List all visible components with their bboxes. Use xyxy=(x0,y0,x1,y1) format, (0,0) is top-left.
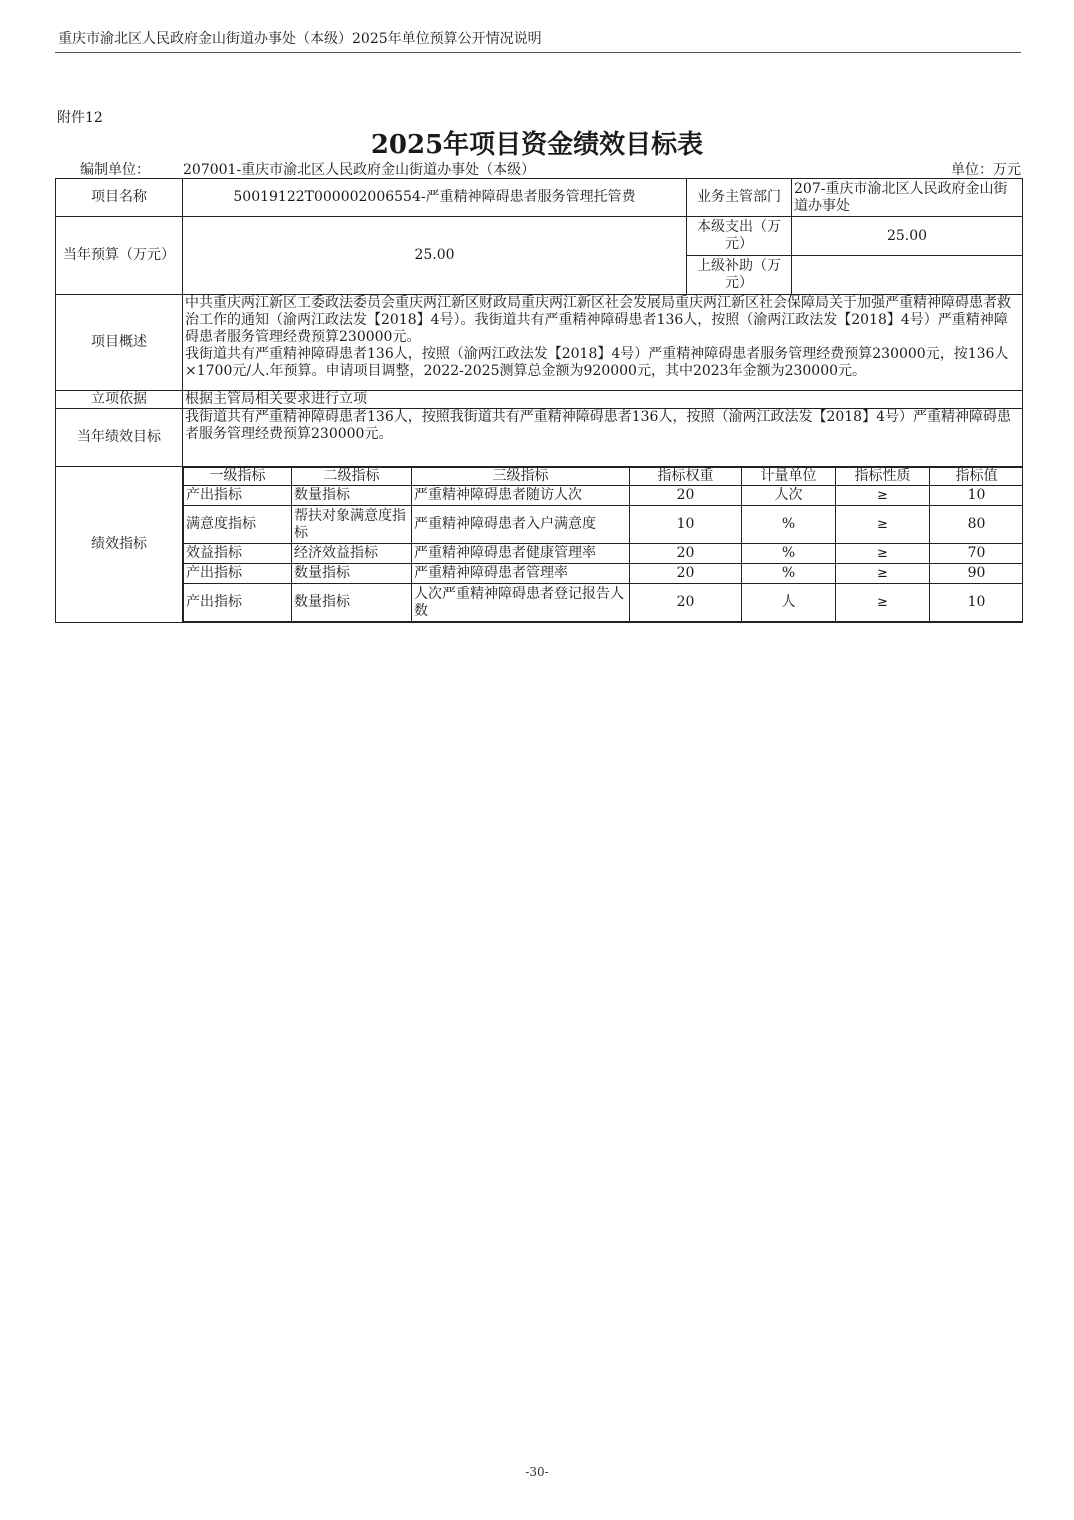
kpi-unit: % xyxy=(742,544,836,564)
kpi-weight: 20 xyxy=(630,544,742,564)
kpi-header-cell: 一级指标 xyxy=(184,468,292,486)
kpi-level3: 严重精神障碍患者随访人次 xyxy=(412,486,630,506)
project-name-label: 项目名称 xyxy=(56,179,183,217)
kpi-unit: % xyxy=(742,506,836,544)
kpi-header-cell: 指标性质 xyxy=(836,468,930,486)
table-row xyxy=(184,506,1023,544)
overview-text xyxy=(183,295,1023,391)
kpi-level2: 数量指标 xyxy=(292,584,412,622)
kpi-level1: 满意度指标 xyxy=(184,506,292,544)
project-name-value: 50019122T000002006554-严重精神障碍患者服务管理托管费 xyxy=(183,179,687,217)
budget-label: 当年预算（万元） xyxy=(56,217,183,295)
kpi-nature: ≥ xyxy=(836,506,930,544)
kpi-nature: ≥ xyxy=(836,544,930,564)
kpi-unit: 人次 xyxy=(742,486,836,506)
kpi-level2: 数量指标 xyxy=(292,564,412,584)
kpi-header-cell: 指标值 xyxy=(930,468,1023,486)
local-spend-label: 本级支出（万元） xyxy=(687,217,792,256)
kpi-weight: 20 xyxy=(630,486,742,506)
kpi-level1: 产出指标 xyxy=(184,486,292,506)
overview-label: 项目概述 xyxy=(56,295,183,391)
kpi-weight: 20 xyxy=(630,584,742,622)
overview-paragraph-2: 我街道共有严重精神障碍患者136人，按照（渝两江政法发【2018】4号）严重精神障碍患者服务管理经费预算230000元，按136人×1700元/人.年预算。申请项目调整，2022-2025测算总金额为920000元，其中2023年金额为230000元。 xyxy=(185,346,1009,379)
kpi-label: 绩效指标 xyxy=(56,467,183,623)
kpi-weight: 10 xyxy=(630,506,742,544)
kpi-nature: ≥ xyxy=(836,486,930,506)
kpi-level3: 严重精神障碍患者管理率 xyxy=(412,564,630,584)
kpi-unit: % xyxy=(742,564,836,584)
kpi-value: 70 xyxy=(930,544,1023,564)
header-divider xyxy=(55,52,1021,53)
kpi-weight: 20 xyxy=(630,564,742,584)
table-row xyxy=(184,564,1023,584)
basis-label: 立项依据 xyxy=(56,391,183,409)
running-header: 重庆市渝北区人民政府金山街道办事处（本级）2025年单位预算公开情况说明 xyxy=(58,31,542,47)
kpi-unit: 人 xyxy=(742,584,836,622)
currency-unit: 单位：万元 xyxy=(951,162,1021,178)
unit-line xyxy=(55,158,1021,178)
kpi-level2: 经济效益指标 xyxy=(292,544,412,564)
kpi-value: 10 xyxy=(930,486,1023,506)
subsidy-value xyxy=(792,256,1023,295)
org-value: 207001-重庆市渝北区人民政府金山街道办事处（本级） xyxy=(183,162,536,178)
kpi-value: 10 xyxy=(930,584,1023,622)
page-number: -30- xyxy=(525,1465,549,1479)
kpi-header-cell: 二级指标 xyxy=(292,468,412,486)
kpi-container xyxy=(183,467,1023,623)
org-label: 编制单位： xyxy=(80,162,150,178)
budget-value: 25.00 xyxy=(183,217,687,295)
kpi-nature: ≥ xyxy=(836,584,930,622)
attachment-label: 附件12 xyxy=(57,110,103,126)
local-spend-value: 25.00 xyxy=(792,217,1023,256)
kpi-value: 90 xyxy=(930,564,1023,584)
kpi-header-row xyxy=(184,468,1023,486)
goal-label: 当年绩效目标 xyxy=(56,409,183,467)
kpi-header-cell: 指标权重 xyxy=(630,468,742,486)
kpi-value: 80 xyxy=(930,506,1023,544)
dept-value: 207-重庆市渝北区人民政府金山街道办事处 xyxy=(792,179,1023,217)
kpi-level2: 数量指标 xyxy=(292,486,412,506)
goal-value: 我街道共有严重精神障碍患者136人，按照我街道共有严重精神障碍患者136人，按照（渝两江政法发【2018】4号）严重精神障碍患者服务管理经费预算230000元。 xyxy=(183,409,1023,467)
table-row xyxy=(184,544,1023,564)
kpi-level3: 严重精神障碍患者入户满意度 xyxy=(412,506,630,544)
page-title: 2025年项目资金绩效目标表 xyxy=(370,130,704,160)
kpi-level1: 产出指标 xyxy=(184,564,292,584)
kpi-table xyxy=(183,467,1023,622)
kpi-level1: 效益指标 xyxy=(184,544,292,564)
table-row xyxy=(184,584,1023,622)
kpi-level2: 帮扶对象满意度指标 xyxy=(292,506,412,544)
dept-label: 业务主管部门 xyxy=(687,179,792,217)
overview-paragraph-1: 中共重庆两江新区工委政法委员会重庆两江新区财政局重庆两江新区社会发展局重庆两江新区社会保障局关于加强严重精神障碍患者救治工作的通知（渝两江政法发【2018】4号）。我街道共有严重精神障碍患者136人，按照（渝两江政法发【2018】4号）严重精神障碍患者服务管理经费预算230000元。 xyxy=(185,295,1011,345)
subsidy-label: 上级补助（万元） xyxy=(687,256,792,295)
kpi-level1: 产出指标 xyxy=(184,584,292,622)
kpi-level3: 人次严重精神障碍患者登记报告人数 xyxy=(412,584,630,622)
basis-value: 根据主管局相关要求进行立项 xyxy=(183,391,1023,409)
table-row xyxy=(184,486,1023,506)
kpi-nature: ≥ xyxy=(836,564,930,584)
kpi-level3: 严重精神障碍患者健康管理率 xyxy=(412,544,630,564)
performance-table xyxy=(55,178,1023,623)
kpi-header-cell: 三级指标 xyxy=(412,468,630,486)
kpi-header-cell: 计量单位 xyxy=(742,468,836,486)
